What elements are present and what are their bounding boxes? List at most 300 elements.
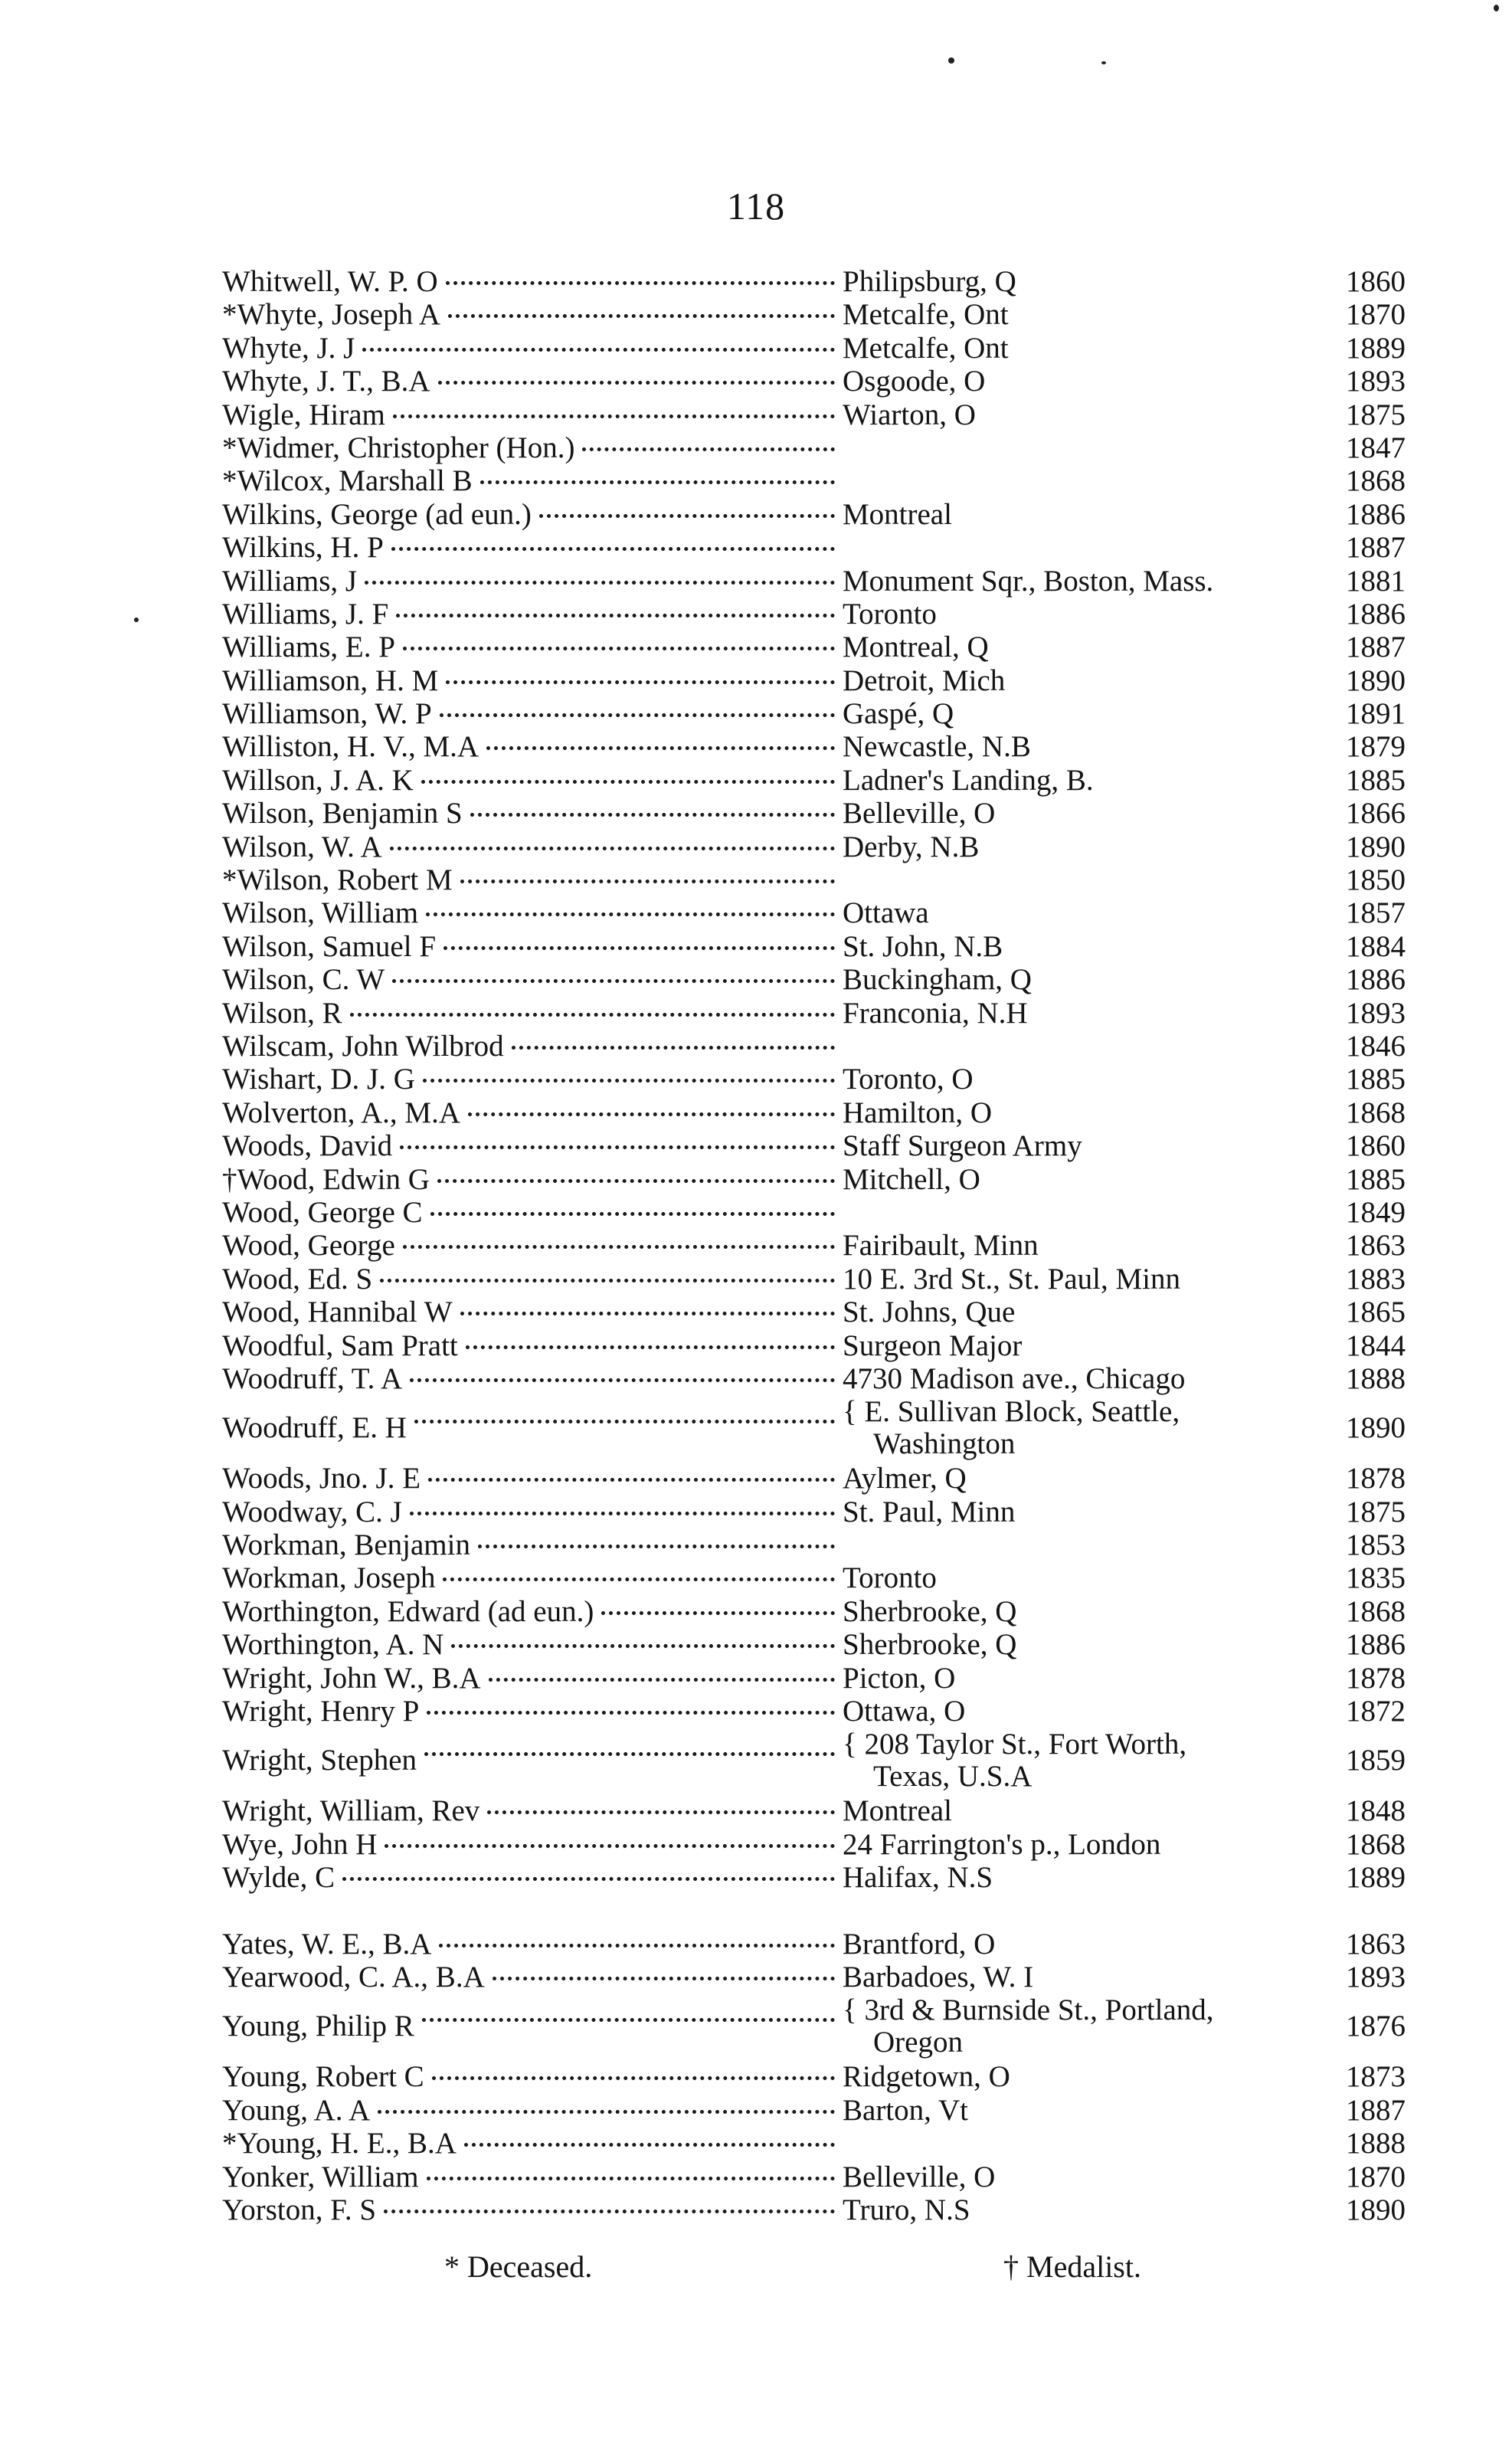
- dot-leader: [380, 1279, 835, 1283]
- entry-year: 1873: [1346, 2060, 1406, 2094]
- entry-year: 1885: [1346, 763, 1406, 797]
- dot-leader: [440, 713, 835, 717]
- entry-place: [843, 530, 1333, 565]
- entry-place-line: Belleville, O: [843, 797, 996, 831]
- entry-year: 1876: [1346, 2010, 1406, 2043]
- entry-name: Wishart, D. J. G: [222, 1063, 415, 1096]
- entry-name: Willson, J. A. K: [222, 763, 414, 797]
- list-item: [222, 297, 1406, 330]
- entry-name: Wilson, Samuel F: [222, 929, 437, 963]
- entry-place-line: Ottawa: [843, 896, 929, 930]
- entry-year: 1889: [1346, 1861, 1406, 1895]
- entry-place: [843, 364, 1333, 398]
- entry-name: Young, A. A: [222, 2093, 371, 2127]
- entry-place: [843, 696, 1333, 731]
- entry-name: Wilson, William: [222, 896, 419, 930]
- entry-year: 1849: [1346, 1195, 1406, 1229]
- entry-place-line: Sherbrooke, Q: [843, 1594, 1017, 1628]
- entry-name: Williamson, W. P: [222, 697, 432, 731]
- list-item: [222, 1993, 1406, 2059]
- entry-place: [843, 1062, 1333, 1096]
- dot-leader: [446, 680, 835, 684]
- dot-leader: [393, 414, 835, 418]
- scan-speck: [1101, 61, 1106, 64]
- dot-leader: [390, 847, 835, 850]
- entry-place: [843, 830, 1333, 864]
- entry-place-line: 4730 Madison ave., Chicago: [843, 1361, 1186, 1395]
- entry-place-line-2: Washington: [873, 1427, 1016, 1460]
- dot-leader: [437, 1179, 835, 1183]
- entry-place: [843, 863, 1333, 897]
- entry-name: Wood, Ed. S: [222, 1262, 373, 1296]
- entry-year: 1859: [1346, 1744, 1406, 1777]
- list-item: [222, 1960, 1406, 1993]
- list-item: [222, 1195, 1406, 1228]
- entry-year: 1872: [1346, 1695, 1406, 1728]
- list-item: [222, 1394, 1406, 1461]
- dot-leader: [365, 581, 835, 585]
- entry-name: Wolverton, A., M.A: [222, 1096, 461, 1129]
- dot-leader: [460, 880, 835, 883]
- entry-year: 1891: [1346, 697, 1406, 731]
- entry-place: [843, 497, 1333, 532]
- list-item: [222, 1262, 1406, 1295]
- dot-leader: [448, 314, 835, 318]
- entry-name: Wood, George C: [222, 1195, 423, 1229]
- entry-year: 1893: [1346, 365, 1406, 398]
- entry-place-line: Truro, N.S: [843, 2193, 970, 2226]
- entry-place-line: Toronto: [843, 1561, 937, 1595]
- list-item: [222, 1661, 1406, 1694]
- dot-leader: [486, 746, 835, 750]
- entry-name: Wilscam, John Wilbrod: [222, 1029, 504, 1063]
- entry-place: [843, 2160, 1333, 2194]
- entry-year: 1853: [1346, 1528, 1406, 1562]
- entry-place: [843, 2193, 1333, 2227]
- entry-name: *Wilcox, Marshall B: [222, 464, 473, 498]
- dot-leader: [439, 1944, 835, 1948]
- entry-place: [843, 1461, 1333, 1496]
- entry-name: Williams, J: [222, 564, 358, 598]
- list-item: [222, 2193, 1406, 2226]
- dot-leader: [342, 1877, 835, 1881]
- dot-leader: [427, 1711, 835, 1715]
- entry-name: Woodruff, T. A: [222, 1361, 403, 1395]
- entry-place-line: Osgoode, O: [843, 365, 986, 398]
- dot-leader: [480, 480, 835, 484]
- entry-place: [843, 1228, 1333, 1263]
- list-item: [222, 630, 1406, 663]
- list-item: [222, 1461, 1406, 1494]
- entry-place-line: Montreal, Q: [843, 631, 989, 664]
- entry-place-line: Barton, Vt: [843, 2093, 968, 2127]
- list-item: [222, 929, 1406, 962]
- list-item: [222, 564, 1406, 597]
- list-item: [222, 830, 1406, 863]
- entry-name: Worthington, A. N: [222, 1628, 444, 1662]
- entry-place: [843, 1728, 1333, 1793]
- list-item: [222, 796, 1406, 829]
- dot-leader: [582, 447, 835, 451]
- entry-place-line: Montreal: [843, 1794, 952, 1828]
- dot-leader: [378, 2110, 835, 2114]
- entry-name: *Young, H. E., B.A: [222, 2127, 457, 2161]
- dot-leader: [493, 1977, 835, 1980]
- entry-year: 1890: [1346, 2193, 1406, 2226]
- list-item: [222, 1827, 1406, 1860]
- entry-year: 1875: [1346, 398, 1406, 431]
- entry-name: Wilson, C. W: [222, 963, 385, 997]
- dot-leader: [464, 2143, 835, 2147]
- entry-name: Wye, John H: [222, 1827, 378, 1861]
- entry-year: 1886: [1346, 1628, 1406, 1662]
- list-item: [222, 1794, 1406, 1826]
- entry-place: [843, 1960, 1333, 1994]
- entry-year: 1870: [1346, 298, 1406, 332]
- dot-leader: [470, 813, 835, 817]
- entry-year: 1878: [1346, 1462, 1406, 1496]
- entry-year: 1857: [1346, 896, 1406, 930]
- entry-name: Wilson, W. A: [222, 830, 382, 863]
- entry-name: Wilson, Benjamin S: [222, 797, 463, 831]
- entry-place: [843, 996, 1333, 1030]
- entry-name: Wood, George: [222, 1229, 395, 1263]
- list-item: [222, 2059, 1406, 2092]
- entry-place: [843, 1096, 1333, 1130]
- entry-name: Woodruff, E. H: [222, 1411, 407, 1445]
- scan-speck: [948, 57, 954, 64]
- dot-leader: [392, 979, 835, 983]
- entry-name: Whyte, J. T., B.A: [222, 365, 430, 398]
- entry-name: Woods, David: [222, 1129, 393, 1163]
- entry-place: [843, 597, 1333, 631]
- list-item: [222, 530, 1406, 563]
- entry-name: Williams, J. F: [222, 597, 389, 631]
- entry-name: Williams, E. P: [222, 631, 395, 664]
- entry-place-line: Toronto: [843, 597, 937, 631]
- list-item: [222, 2093, 1406, 2126]
- entry-place: [843, 1694, 1333, 1728]
- entry-place-line-2: Oregon: [873, 2025, 963, 2059]
- entry-place: [843, 2126, 1333, 2161]
- list-item: [222, 1495, 1406, 1528]
- entry-place: [843, 464, 1333, 498]
- entry-place-line: St. John, N.B: [843, 929, 1003, 963]
- entry-year: 1889: [1346, 331, 1406, 365]
- list-item: [222, 1062, 1406, 1095]
- entry-place: [843, 1794, 1333, 1828]
- list-item: [222, 1328, 1406, 1361]
- dot-leader: [400, 1145, 835, 1149]
- dot-leader: [362, 348, 835, 352]
- entry-name: *Widmer, Christopher (Hon.): [222, 431, 575, 464]
- register-entries: [222, 264, 1406, 2226]
- list-item: [222, 1594, 1406, 1627]
- entry-place-line: { 3rd & Burnside St., Portland,: [843, 1994, 1214, 2026]
- dot-leader: [424, 1752, 835, 1756]
- entry-year: 1875: [1346, 1495, 1406, 1528]
- list-item: [222, 2126, 1406, 2159]
- entry-name: Young, Philip R: [222, 2010, 414, 2043]
- entry-year: 1868: [1346, 464, 1406, 498]
- entry-place: [843, 1994, 1333, 2059]
- entry-year: 1886: [1346, 963, 1406, 997]
- entry-place: [843, 1561, 1333, 1595]
- entry-place: [843, 331, 1333, 365]
- dot-leader: [414, 1420, 835, 1423]
- entry-place-line: Hamilton, O: [843, 1096, 992, 1129]
- entry-year: 1886: [1346, 497, 1406, 531]
- entry-place-line: Ladner's Landing, B.: [843, 763, 1094, 797]
- entry-place: [843, 1827, 1333, 1862]
- entry-name: Woodway, C. J: [222, 1495, 402, 1528]
- entry-place-line-2: Texas, U.S.A: [873, 1759, 1033, 1793]
- entry-year: 1850: [1346, 863, 1406, 897]
- entry-place: [843, 630, 1333, 664]
- entry-year: 1890: [1346, 830, 1406, 863]
- entry-place: [843, 1029, 1333, 1063]
- dot-leader: [426, 912, 835, 916]
- entry-name: Young, Robert C: [222, 2060, 424, 2094]
- entry-name: Williston, H. V., M.A: [222, 730, 479, 764]
- entry-year: 1879: [1346, 730, 1406, 764]
- entry-place-line: Montreal: [843, 497, 952, 531]
- entry-year: 1865: [1346, 1296, 1406, 1329]
- dot-leader: [403, 647, 835, 650]
- entry-place: [843, 763, 1333, 798]
- entry-year: 1863: [1346, 1229, 1406, 1263]
- list-item: [222, 331, 1406, 364]
- entry-year: 1885: [1346, 1063, 1406, 1096]
- entry-place: [843, 1396, 1333, 1460]
- entry-year: 1883: [1346, 1262, 1406, 1296]
- entry-year: 1868: [1346, 1594, 1406, 1628]
- dot-leader: [512, 1046, 835, 1050]
- list-item: [222, 1927, 1406, 1960]
- list-item: [222, 729, 1406, 762]
- entry-place: [843, 1927, 1333, 1961]
- entry-name: Wright, John W., B.A: [222, 1661, 481, 1695]
- entry-place-line: Surgeon Major: [843, 1328, 1023, 1362]
- entry-year: 1890: [1346, 663, 1406, 697]
- list-item: [222, 1162, 1406, 1195]
- dot-leader: [443, 1577, 835, 1581]
- entry-place: [843, 297, 1333, 332]
- entry-place: [843, 1129, 1333, 1163]
- entry-place-line: St. Paul, Minn: [843, 1495, 1016, 1528]
- entry-place: [843, 896, 1333, 930]
- entry-place: [843, 1295, 1333, 1329]
- entry-place: [843, 1627, 1333, 1662]
- entry-place: [843, 1162, 1333, 1197]
- list-item: [222, 1129, 1406, 1161]
- entry-place-line: Fairibault, Minn: [843, 1229, 1039, 1263]
- dot-leader: [391, 547, 835, 551]
- list-item: [222, 1727, 1406, 1794]
- entry-name: Yearwood, C. A., B.A: [222, 1960, 485, 1994]
- list-item: [222, 364, 1406, 397]
- entry-year: 1847: [1346, 431, 1406, 464]
- entry-place-line: Mitchell, O: [843, 1162, 980, 1196]
- entry-year: 1888: [1346, 1361, 1406, 1395]
- entry-year: 1893: [1346, 996, 1406, 1030]
- entry-place: [843, 431, 1333, 465]
- entry-year: 1888: [1346, 2127, 1406, 2161]
- list-item: [222, 763, 1406, 796]
- entry-year: 1887: [1346, 631, 1406, 664]
- dot-leader: [478, 1545, 835, 1548]
- entry-place-line: St. Johns, Que: [843, 1296, 1016, 1329]
- entry-place-line: Brantford, O: [843, 1927, 996, 1961]
- medalist-legend: † Medalist.: [1003, 2249, 1141, 2284]
- entry-year: 1878: [1346, 1661, 1406, 1695]
- dot-leader: [396, 614, 835, 618]
- entry-name: Wilson, R: [222, 996, 342, 1030]
- scan-speck: [1494, 5, 1499, 11]
- list-item: [222, 264, 1406, 297]
- entry-name: Worthington, Edward (ad eun.): [222, 1594, 594, 1628]
- entry-year: 1887: [1346, 531, 1406, 565]
- dot-leader: [410, 1378, 835, 1382]
- entry-year: 1844: [1346, 1328, 1406, 1362]
- entry-place-line: Halifax, N.S: [843, 1861, 993, 1895]
- list-item: [222, 996, 1406, 1029]
- list-item: [222, 896, 1406, 929]
- entry-place: [843, 962, 1333, 997]
- entry-year: 1868: [1346, 1827, 1406, 1861]
- list-item: [222, 464, 1406, 496]
- dot-leader: [422, 2018, 835, 2022]
- entry-place: [843, 1661, 1333, 1695]
- entry-name: Wilkins, George (ad eun.): [222, 497, 532, 531]
- entry-name: †Wood, Edwin G: [222, 1162, 430, 1196]
- entry-place: [843, 2059, 1333, 2094]
- entry-name: Workman, Joseph: [222, 1561, 436, 1595]
- dot-leader: [601, 1611, 835, 1615]
- entry-place: [843, 2093, 1333, 2128]
- entry-name: Wright, William, Rev: [222, 1794, 480, 1828]
- list-item: [222, 398, 1406, 431]
- entry-year: 1868: [1346, 1096, 1406, 1129]
- list-item: [222, 497, 1406, 530]
- entry-place-line: { 208 Taylor St., Fort Worth,: [843, 1728, 1187, 1761]
- entry-place-line: Newcastle, N.B: [843, 730, 1031, 764]
- entry-year: 1846: [1346, 1029, 1406, 1063]
- entry-place-line: Ottawa, O: [843, 1695, 966, 1728]
- entry-name: Wright, Stephen: [222, 1744, 417, 1777]
- dot-leader: [451, 1644, 835, 1648]
- entry-place: [843, 264, 1333, 299]
- entry-place: [843, 1195, 1333, 1230]
- entry-place-line: Metcalfe, Ont: [843, 298, 1009, 332]
- entry-name: Yates, W. E., B.A: [222, 1927, 432, 1961]
- entry-year: 1835: [1346, 1561, 1406, 1595]
- entry-place-line: Metcalfe, Ont: [843, 331, 1009, 365]
- dot-leader: [421, 780, 835, 784]
- entry-place-line: Franconia, N.H: [843, 996, 1028, 1030]
- list-item: [222, 1361, 1406, 1394]
- entry-place: [843, 1594, 1333, 1629]
- entry-name: Whitwell, W. P. O: [222, 265, 438, 298]
- entry-year: 1863: [1346, 1927, 1406, 1961]
- entry-name: Yorston, F. S: [222, 2193, 377, 2226]
- entry-place: [843, 796, 1333, 831]
- list-item: [222, 1528, 1406, 1561]
- entry-place-line: 24 Farrington's p., London: [843, 1827, 1161, 1861]
- dot-leader: [487, 1810, 835, 1814]
- list-item: [222, 962, 1406, 995]
- entry-place: [843, 663, 1333, 698]
- list-item: [222, 597, 1406, 630]
- dot-leader: [468, 1112, 835, 1116]
- list-item: [222, 863, 1406, 896]
- entry-place-line: Philipsburg, Q: [843, 265, 1016, 298]
- entry-place-line: Wiarton, O: [843, 398, 976, 431]
- scan-speck: [134, 618, 139, 622]
- entry-place-line: Picton, O: [843, 1661, 956, 1695]
- entry-place-line: 10 E. 3rd St., St. Paul, Minn: [843, 1262, 1180, 1296]
- dot-leader: [385, 1844, 835, 1848]
- list-item: [222, 1096, 1406, 1129]
- entry-place-line: Monument Sqr., Boston, Mass.: [843, 564, 1214, 598]
- list-item: [222, 696, 1406, 729]
- dot-leader: [350, 1013, 835, 1017]
- entry-year: 1890: [1346, 1411, 1406, 1445]
- entry-place: [843, 1262, 1333, 1296]
- dot-leader: [539, 514, 835, 518]
- entry-place-line: Staff Surgeon Army: [843, 1129, 1082, 1163]
- entry-year: 1884: [1346, 929, 1406, 963]
- entry-name: Wigle, Hiram: [222, 398, 385, 431]
- list-item: [222, 431, 1406, 464]
- entry-name: Wilkins, H. P: [222, 531, 384, 565]
- entry-place-line: Derby, N.B: [843, 830, 980, 863]
- dot-leader: [423, 1079, 835, 1083]
- entry-place: [843, 1495, 1333, 1529]
- entry-year: 1860: [1346, 265, 1406, 298]
- dot-leader: [427, 2177, 835, 2180]
- entry-place: [843, 1860, 1333, 1895]
- entry-year: 1886: [1346, 597, 1406, 631]
- entry-name: Yonker, William: [222, 2160, 419, 2193]
- entry-place-line: Aylmer, Q: [843, 1462, 967, 1496]
- list-item: [222, 1029, 1406, 1062]
- entry-name: *Wilson, Robert M: [222, 863, 453, 897]
- entry-year: 1887: [1346, 2093, 1406, 2127]
- entry-name: Woodful, Sam Pratt: [222, 1328, 458, 1362]
- entry-place-line: Belleville, O: [843, 2160, 996, 2193]
- entry-place-line: Detroit, Mich: [843, 663, 1006, 697]
- deceased-legend: * Deceased.: [444, 2249, 593, 2284]
- entry-place: [843, 398, 1333, 432]
- dot-leader: [489, 1678, 835, 1682]
- list-item: [222, 1694, 1406, 1727]
- entry-place: [843, 564, 1333, 598]
- dot-leader: [460, 1312, 836, 1315]
- dot-leader: [428, 1478, 835, 1482]
- entry-year: 1848: [1346, 1794, 1406, 1828]
- entry-place: [843, 729, 1333, 764]
- entry-name: Wood, Hannibal W: [222, 1296, 453, 1329]
- list-item: [222, 1627, 1406, 1660]
- list-item: [222, 1228, 1406, 1261]
- list-item: [222, 663, 1406, 696]
- dot-leader: [403, 1245, 835, 1249]
- entry-year: 1881: [1346, 564, 1406, 598]
- entry-place-line: Ridgetown, O: [843, 2060, 1010, 2094]
- entry-place-line: Gaspé, Q: [843, 697, 954, 731]
- entry-year: 1870: [1346, 2160, 1406, 2193]
